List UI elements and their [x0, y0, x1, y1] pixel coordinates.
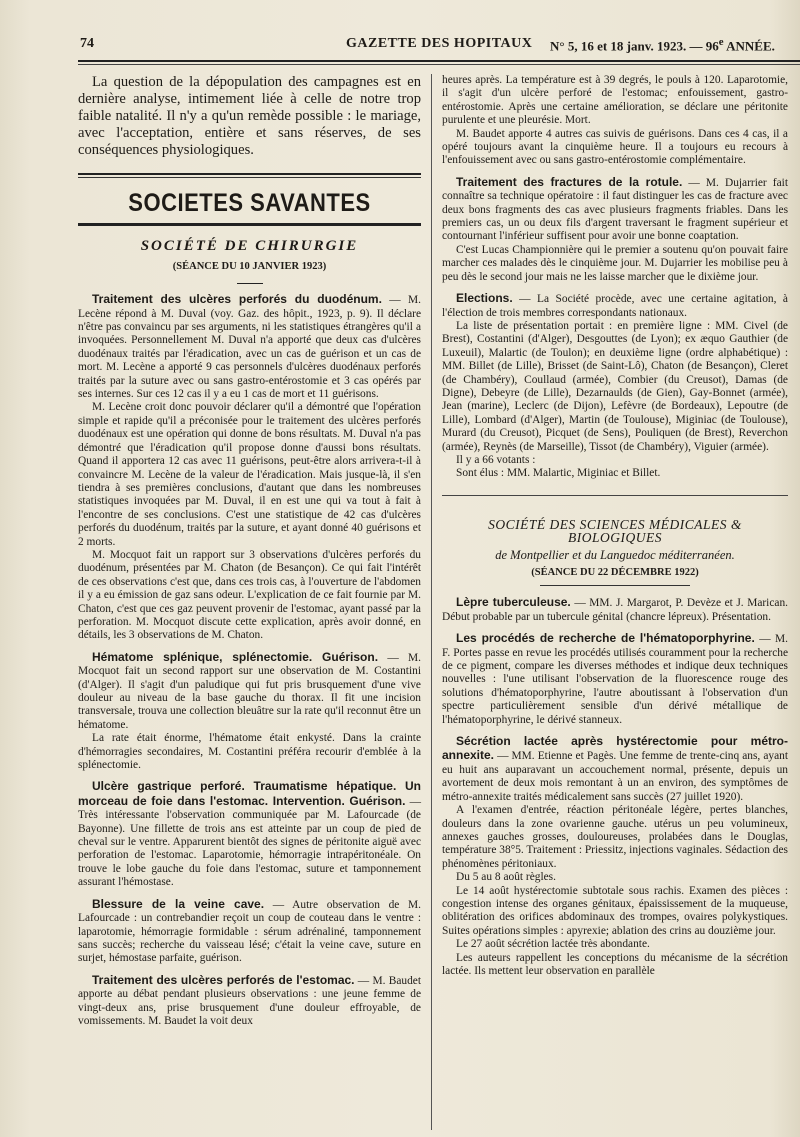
header-rule — [78, 60, 800, 62]
article-body: — M. Lecène répond à M. Duval (voy. Gaz. des hôpit., 1923, p. 9). Il déclare n'être pas convaincu par ses arguments, ni les statistiques étrangères qu'il a invoquées. Personnellement M. Duval n'a apporté que deux cas d'ulcères duodénaux traités par l'éradication, avec un cas de guérison et un cas de mort. M. Lecène a apporté 9 cas personnels d'ulcères duodénaux perforés traités par la suture avec ou sans gastro-entérostomie et 3 cas opérés par ses internes. Sur ces 12 cas il y a eu 1 cas de mort et 11 guérisons. — [78, 294, 421, 401]
article-body: La liste de présentation portait : en première ligne : MM. Civel (de Brest), Costantini (d'Alger), Desgouttes (de Lyon); ex æquo Gauthier (de Luxeuil), Malartic (de Toulon); en deuxième ligne (ordre alphabétique) : MM. Billet (de Lille), Brisset (de Saint-Lô), Chaton (de Besançon), Cleret (de Chambéry), Coullaud (armée), Combier (du Creusot), Damas (de Digne), Debeyre (de Lille), Dezarnaulds (de Gien), Gay-Bonnet (armée), Jean (marine), Leclerc (de Dijon), Lefèvre (de Bordeaux), Lepoutre (de Lille), Lombard (d'Alger), Martin (de Toulouse), Miginiac (de Toulouse), Murard (du Creusot), Picquet (de Sens), Pouliquen (de Brest), Reverchon (armée), Reynès (de Marseille), Tissot (de Chambéry), Viguier (armée). — [442, 319, 788, 453]
article-body: — M. Baudet apporte au débat pendant plusieurs observations : une jeune femme de vingt-deux ans, prise brusquement d'une douleur effroyable, de vomissements. M. Baudet la voit deux — [78, 974, 421, 1027]
article — [78, 974, 421, 1029]
article-heading: Elections. — [456, 291, 513, 306]
article-paragraph — [442, 292, 788, 320]
article-paragraph — [442, 454, 788, 467]
page-number: 74 — [80, 36, 94, 51]
article — [442, 735, 788, 804]
article-body: Il y a 66 votants : — [456, 453, 536, 466]
article-heading: Traitement des ulcères perforés de l'estomac. — [92, 972, 355, 987]
article-paragraph — [78, 549, 421, 643]
article-paragraph — [442, 128, 788, 168]
article-body: — M. Mocquot fait un second rapport sur une observation de M. Costantini (d'Alger). Il s'agit d'un paludique qui fut pris brusquement d'une vive douleur au niveau de la base gauche du thorax. Il fit une incision transversale, trouva une collection bleuâtre sur la rate qu'il reconnut être un hématome. — [78, 651, 421, 731]
article-paragraph — [442, 596, 788, 624]
article — [442, 176, 788, 244]
intro-paragraph: La question de la dépopulation des campagnes est en dernière analyse, intimement liée à celle de notre trop faible natalité. Il n'y a qu'un remède possible : le mariage, avec l'acceptation, entière et sans réserves, de ses conséquences physiologiques. — [78, 74, 421, 158]
article-paragraph — [78, 293, 421, 401]
article-paragraph — [78, 651, 421, 732]
article-body: — Très intéressante l'observation communiquée par M. Lafourcade (de Bayonne). Une fillette de trois ans est atteinte par un coup de pied de cheval sur le ventre. Apparurent bientôt des signes de péritonite aiguë avec perforation de l'estomac. Laparotomie, hémorragie intrapéritonéale. On trouve le lobe gauche du foie dans l'estomac, suture et tamponnement assurant l'hémostase. — [78, 795, 421, 889]
article-paragraph — [78, 974, 421, 1029]
article-paragraph — [442, 74, 788, 128]
article-body: — La Société procède, avec une certaine agitation, à l'élection de trois membres correspondants nationaux. — [442, 293, 788, 319]
article-paragraph — [78, 780, 421, 889]
column-divider — [431, 74, 432, 1130]
left-column — [78, 74, 421, 1028]
article-body: M. Mocquot fait un rapport sur 3 observations d'ulcères perforés du duodénum, présentées par M. Chaton (de Besançon). Ce qui fait l'intérêt de ces observations c'est que, dans ces trois cas, à l'ouverture de l'abdomen il y a eu émission de gaz sans odeur. L'explication de ce fait fournie par M. Chaton, c'est que ces gaz peuvent provenir de l'estomac, ayant passé par la perforation. M. Mocquot discute cette explication, après avoir donné, en détails, les 3 observations de M. Chaton. — [78, 548, 421, 642]
article-body: Du 5 au 8 août règles. — [456, 871, 556, 884]
article-body: — Autre observation de M. Lafourcade : un contrebandier reçoit un coup de couteau dans le ventre : laparotomie, hémorragie formidable : sérum adrénaliné, tamponnement sans succès; recherche du vaisseau lésé; c'était la veine cave, suture en surjet, hémostase parfaite, guérison. — [78, 898, 421, 965]
article-paragraph — [442, 320, 788, 454]
article-heading: Traitement des ulcères perforés du duodénum. — [92, 292, 382, 307]
right-articles-bottom — [442, 596, 788, 978]
article-body: Le 27 août sécrétion lactée très abondante. — [456, 938, 650, 951]
article — [442, 292, 788, 320]
ornament-dash — [78, 277, 421, 285]
article-body: M. Lecène croit donc pouvoir déclarer qu'il a démontré que l'opération simple et rapide qu'il a préconisée pour le traitement des ulcères perforés duodénaux est une opération qui donne de bons résultats. M. Duval n'a pas démontré que l'éradication qu'il propose donne d'aussi bons résultats. Quand il apportera 12 cas avec 11 guérisons, peut-être alors arrivera-t-il à convaincre M. Lecène de la valeur de l'éradication. Mais jusque-là, il s'en tiendra à ses premières conclusions, d'autant que dans les nombreuses statistiques invoquées par M. Duval, il en est une qui va tout à fait à l'encontre de ses conclusions. C'est une statistique de 42 cas d'ulcères perforés du duodénum, traités par la suture, et ayant donné 40 guérisons et 2 morts. — [78, 401, 421, 548]
journal-title: GAZETTE DES HOPITAUX — [346, 36, 533, 51]
article-paragraph — [78, 732, 421, 772]
article-paragraph — [442, 952, 788, 979]
article-paragraph — [442, 804, 788, 871]
issue-ordinal: e — [718, 36, 724, 48]
article-body: heures après. La température est à 39 degrés, le pouls à 120. Laparotomie, il s'agit d'un ulcère perforé de l'estomac; enfouissement, gastro-entérostomie. Après une certaine amélioration, se déclare une péritonite purulente et une pleurésie. Mort. — [442, 74, 788, 127]
article-body: Sont élus : MM. Malartic, Miginiac et Billet. — [456, 467, 661, 480]
article-body: — M. F. Portes passe en revue les procédés utilisés couramment pour la recherche de ce pigment, compare les diverses méthodes et indique deux techniques nouvelles : l'une utilisant l'observation de la fluorescence rouge des solutions d'hématoporphyrine, l'autre aboutissant à l'observation d'un spectre particulièrement sensible d'un dérivé métallique de l'hématoporphyrine, le dérivé stanneux. — [442, 633, 788, 726]
article-paragraph — [442, 871, 788, 884]
article — [442, 596, 788, 624]
article-heading: Hématome splénique, splénectomie. Guérison. — [92, 649, 379, 664]
article-body: — M. Dujarrier fait connaître sa technique opératoire : il faut distinguer les cas de fracture avec deux bons fragments des cas avec plusieurs fragments friables. Dans les premiers cas, un ou deux fils d'argent traversant le fragment supérieur et contournant l'inférieur suffisent pour avoir une bonne coaptation. — [442, 176, 788, 243]
page-header — [60, 34, 800, 56]
article-heading: Blessure de la veine cave. — [92, 896, 265, 911]
article-body: — MM. Etienne et Pagès. Une femme de trente-cinq ans, ayant eu huit ans auparavant un accouchement normal, présente, depuis un avortement de deux mois remontant à un an environ, des symptômes de métro-annexite traités médicalement sans succès (27 juillet 1920). — [442, 750, 788, 803]
article-paragraph — [78, 401, 421, 548]
article-heading: Lèpre tuberculeuse. — [456, 595, 571, 610]
article-paragraph — [442, 467, 788, 480]
article — [78, 293, 421, 401]
article — [78, 898, 421, 966]
article-body: A l'examen d'entrée, réaction péritonéale légère, pertes blanches, douleurs dans la zone ovarienne gauche. utérus un peu volumineux, annexes gauches grosses, douloureuses, prolabées dans le Douglas, température 38°5. Traitement : Priessitz, injections vaginales. Sédaction des phénomènes péritoniaux. — [442, 804, 788, 870]
right-articles-top — [442, 74, 788, 481]
article-body: — MM. J. Margarot, P. Devèze et J. Marican. Début probable par un tubercule génital (chancre lépreux). Présentation. — [442, 597, 788, 623]
left-articles — [78, 293, 421, 1028]
section-rule — [78, 173, 421, 178]
article — [78, 780, 421, 889]
article-body: Les auteurs rappellent les conceptions du mécanisme de la sécrétion lactée. Ils mettent leur observation en parallèle — [442, 951, 788, 977]
article-body: C'est Lucas Championnière qui le premier a soutenu qu'on pouvait faire marcher ces malades dès le cinquième jour. M. Dujarrier les mobilise peu à peu dès le second jour mais ne les laisse marcher que le dixième jour. — [442, 243, 788, 283]
section-title-rule — [78, 223, 421, 226]
article-paragraph — [78, 898, 421, 966]
article — [442, 632, 788, 727]
issue-info — [550, 36, 775, 54]
society-title: SOCIÉTÉ DE CHIRURGIE — [140, 238, 359, 255]
article-paragraph — [442, 244, 788, 284]
article-paragraph — [442, 735, 788, 804]
article-heading: Sécrétion lactée après hystérectomie pour métro-annexite. — [442, 734, 788, 763]
society-title-montpellier: SOCIÉTÉ DES SCIENCES MÉDICALES & BIOLOGIQUES — [488, 516, 742, 546]
article-body: Le 14 août hystérectomie subtotale sous rachis. Examen des pièces : congestion intense des organes génitaux, épaississement de la muqueuse, oblitération des orifices abdominaux des trompes, ovaires polykystiques. Suites opérations simples : apyrexie; ablation des crins au douzième jour. — [442, 884, 788, 937]
issue-date: N° 5, 16 et 18 janv. 1923. — 96 — [550, 38, 719, 54]
article-paragraph — [442, 176, 788, 244]
header-rule-thin — [78, 64, 800, 65]
article-paragraph — [442, 938, 788, 951]
issue-year-label: ANNÉE. — [723, 38, 775, 54]
right-column — [442, 74, 788, 978]
society-subtitle: de Montpellier et du Languedoc méditerranéen. — [495, 547, 735, 562]
section-title: SOCIETES SAVANTES — [128, 188, 371, 217]
article-body: M. Baudet apporte 4 autres cas suivis de guérisons. Dans ces 4 cas, il a opéré toujours avant la cinquième heure. Il a toujours eu recours à l'enfouissement avec ou sans gastro-entérostomie complémentaire. — [442, 127, 788, 167]
society-rule — [540, 585, 690, 586]
right-section-rule — [442, 495, 788, 496]
seance-date-montpellier: (SÉANCE DU 22 DÉCEMBRE 1922) — [531, 567, 699, 578]
article-body: La rate était énorme, l'hématome était enkysté. Dans la crainte d'hémorragies secondaires, M. Costantini préféra recourir d'emblée à la splénectomie. — [78, 732, 421, 772]
article-heading: Les procédés de recherche de l'hématoporphyrine. — [456, 631, 755, 646]
article-paragraph — [442, 885, 788, 939]
article — [78, 651, 421, 732]
article-heading: Ulcère gastrique perforé. Traumatisme hépatique. Un morceau de foie dans l'estomac. Intervention. Guérison. — [78, 779, 421, 808]
seance-date: (SÉANCE DU 10 JANVIER 1923) — [172, 260, 327, 272]
article-paragraph — [442, 632, 788, 727]
article-heading: Traitement des fractures de la rotule. — [456, 174, 683, 189]
